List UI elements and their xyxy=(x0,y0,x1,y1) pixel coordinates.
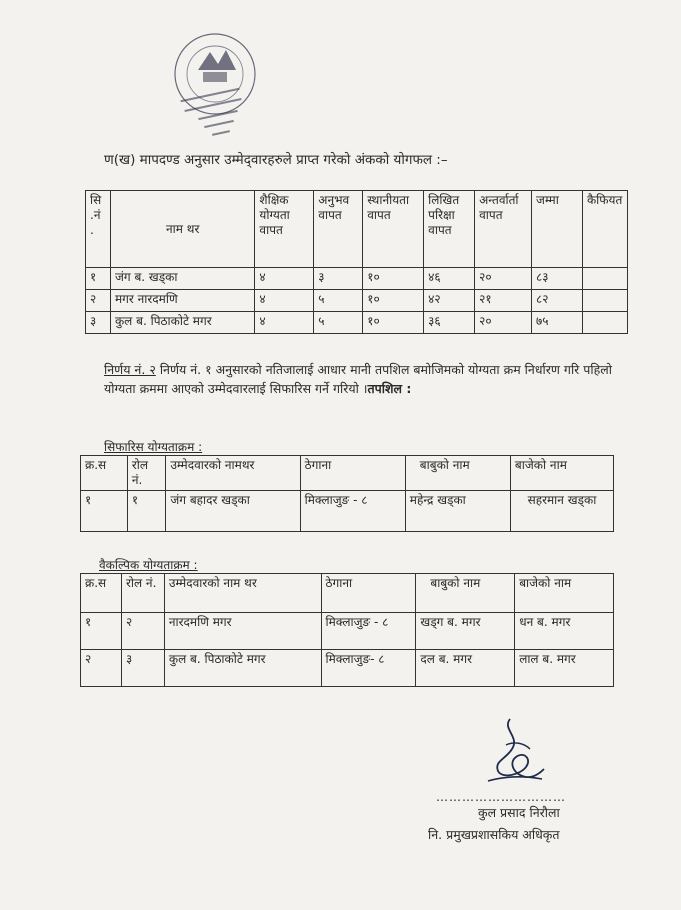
table-cell: नारदमणि मगर xyxy=(164,613,321,650)
column-header: नाम थर xyxy=(110,191,254,268)
table-header-row xyxy=(81,456,614,491)
table-row xyxy=(81,491,614,532)
recommended-table xyxy=(80,455,614,532)
table-cell: १ xyxy=(81,491,128,532)
table-cell xyxy=(582,290,627,312)
table-cell: धन ब. मगर xyxy=(515,613,614,650)
table-cell: १० xyxy=(363,268,424,290)
column-header: रोल नं. xyxy=(121,574,164,613)
table-cell: ४ xyxy=(255,268,314,290)
table-cell: ८२ xyxy=(532,290,583,312)
table-cell: मिक्लाजुङ- ८ xyxy=(321,650,416,687)
handwritten-signature xyxy=(480,715,550,790)
table-cell: महेन्द्र खड्का xyxy=(405,491,510,532)
table-cell: ४ xyxy=(255,290,314,312)
table-row xyxy=(86,290,628,312)
table-cell: १० xyxy=(363,312,424,334)
table-cell: ४ xyxy=(255,312,314,334)
column-header: अन्तर्वार्ता वापत xyxy=(475,191,532,268)
details-label: तपशिल : xyxy=(367,381,412,396)
table-cell: २० xyxy=(475,268,532,290)
decision-paragraph xyxy=(104,360,634,398)
column-header: अनुभव वापत xyxy=(314,191,363,268)
decision-text: निर्णय नं. १ अनुसारको नतिजालाई आधार मानी तपशिल बमोजिमको योग्यता क्रम निर्धारण गरि पहिलो योग्यता क्रममा आएको उम्मेदवारलाई सिफारिस गर्ने गरियो । xyxy=(104,362,612,396)
column-header: क्र.स xyxy=(81,574,122,613)
table-cell: ७५ xyxy=(532,312,583,334)
table-cell: १ xyxy=(127,491,166,532)
column-header: बाबुको नाम xyxy=(416,574,515,613)
alternate-order-label: वैकल्पिक योग्यताक्रम : xyxy=(99,558,198,572)
column-header: उम्मेदवारको नाम थर xyxy=(164,574,321,613)
table-cell: जंग ब. खड्का xyxy=(110,268,254,290)
column-header: कैफियत xyxy=(582,191,627,268)
column-header: बाजेको नाम xyxy=(515,574,614,613)
column-header: शैक्षिक योग्यता वापत xyxy=(255,191,314,268)
table-cell: ३ xyxy=(121,650,164,687)
table-cell: कुल ब. पिठाकोटे मगर xyxy=(164,650,321,687)
table-header-row xyxy=(81,574,614,613)
table-cell: मगर नारदमणि xyxy=(110,290,254,312)
section-heading: ण(ख) मापदण्ड अनुसार उम्मेद्‌वारहरुले प्राप्त गरेको अंकको योगफल :– xyxy=(104,152,448,168)
table-cell: कुल ब. पिठाकोटे मगर xyxy=(110,312,254,334)
column-header: उम्मेदवारको नामथर xyxy=(166,456,300,491)
signatory-role: नि. प्रमुखप्रशासकिय अधिकृत xyxy=(428,827,560,842)
signatory-name: कुल प्रसाद निरौला xyxy=(478,805,560,820)
table-cell: ३ xyxy=(314,268,363,290)
table-row xyxy=(86,268,628,290)
column-header: रोल नं. xyxy=(127,456,166,491)
table-cell: मिक्लाजुङ - ८ xyxy=(321,613,416,650)
recommended-order-label: सिफारिस योग्यताक्रम : xyxy=(104,440,203,454)
table-cell: दल ब. मगर xyxy=(416,650,515,687)
score-table xyxy=(85,190,628,334)
signature-line: ………………………… xyxy=(436,790,566,804)
table-cell: जंग बहादर खड्का xyxy=(166,491,300,532)
column-header: ठेगाना xyxy=(300,456,405,491)
table-cell: ४२ xyxy=(424,290,475,312)
table-cell: १० xyxy=(363,290,424,312)
table-cell: १ xyxy=(86,268,111,290)
column-header: ठेगाना xyxy=(321,574,416,613)
column-header: स्थानीयता वापत xyxy=(363,191,424,268)
column-header: बाबुको नाम xyxy=(405,456,510,491)
table-cell: ३ xyxy=(86,312,111,334)
table-row xyxy=(81,650,614,687)
column-header: जम्मा xyxy=(532,191,583,268)
table-cell xyxy=(582,312,627,334)
table-cell: मिक्लाजुङ - ८ xyxy=(300,491,405,532)
table-cell: खड्ग ब. मगर xyxy=(416,613,515,650)
column-header: लिखित परिक्षा वापत xyxy=(424,191,475,268)
table-header-row xyxy=(86,191,628,268)
table-row xyxy=(81,613,614,650)
table-cell: ५ xyxy=(314,312,363,334)
table-cell: ४६ xyxy=(424,268,475,290)
table-cell: ५ xyxy=(314,290,363,312)
decision-label: निर्णय नं. २ xyxy=(104,362,156,377)
table-cell: लाल ब. मगर xyxy=(515,650,614,687)
table-cell: सहरमान खड्का xyxy=(510,491,613,532)
table-row xyxy=(86,312,628,334)
table-cell: ८३ xyxy=(532,268,583,290)
table-cell: २ xyxy=(81,650,122,687)
table-cell: २० xyxy=(475,312,532,334)
alternate-table xyxy=(80,573,614,687)
table-cell: २१ xyxy=(475,290,532,312)
table-cell: ३६ xyxy=(424,312,475,334)
column-header: सि .नं . xyxy=(86,191,111,268)
table-cell: २ xyxy=(86,290,111,312)
column-header: बाजेको नाम xyxy=(510,456,613,491)
table-cell: १ xyxy=(81,613,122,650)
table-cell: २ xyxy=(121,613,164,650)
table-cell xyxy=(582,268,627,290)
column-header: क्र.स xyxy=(81,456,128,491)
office-seal-stamp xyxy=(160,22,270,142)
